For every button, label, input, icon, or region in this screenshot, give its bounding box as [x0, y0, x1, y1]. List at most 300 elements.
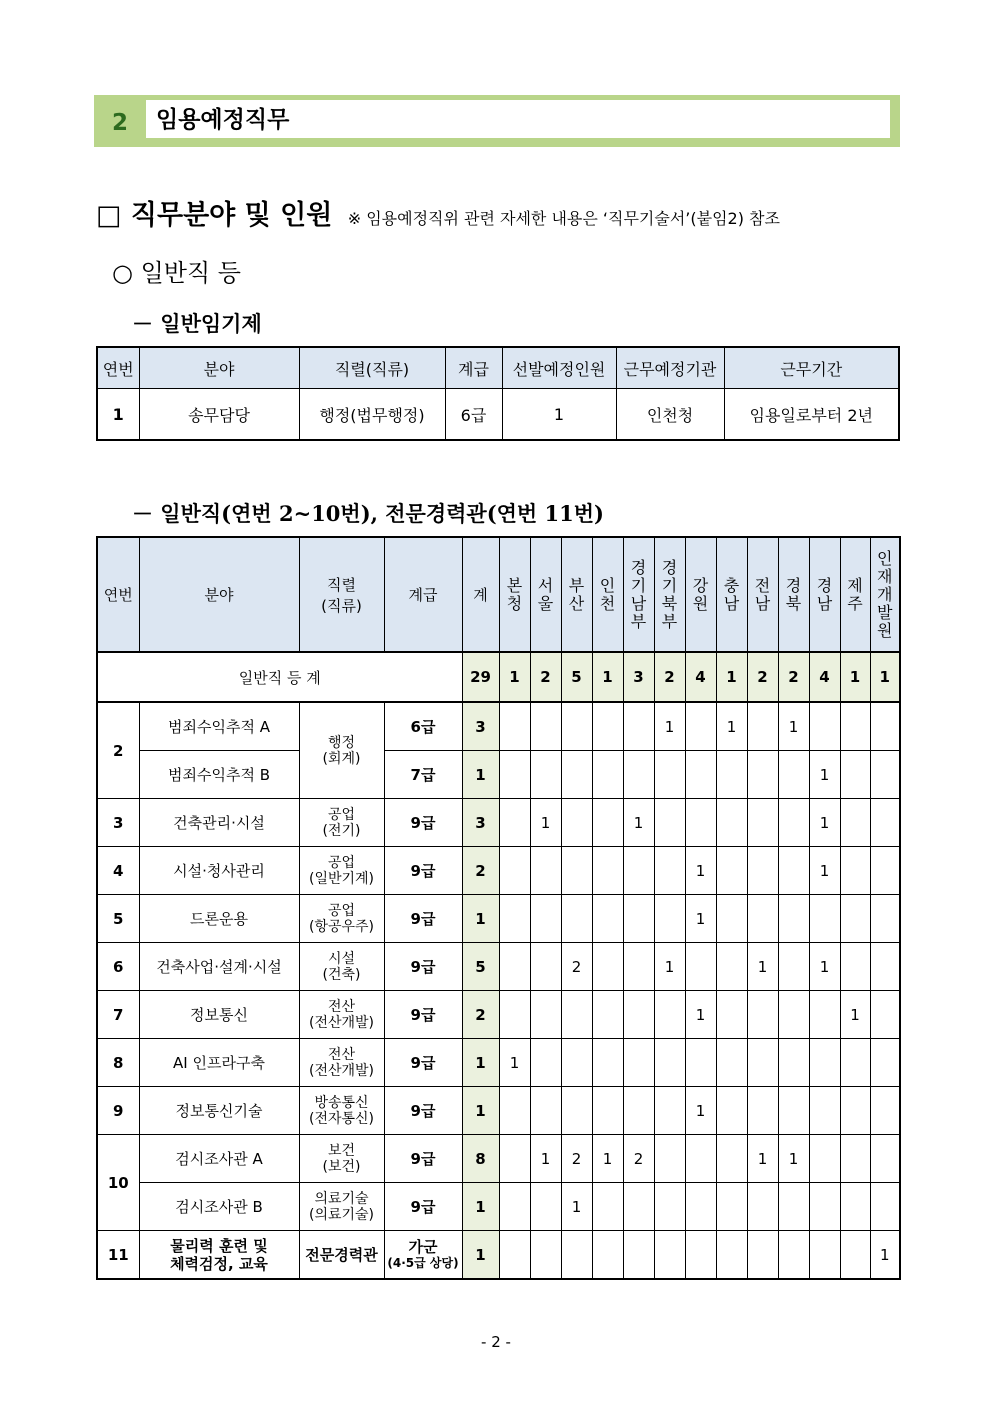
region-count — [592, 895, 623, 943]
region-count — [778, 1183, 809, 1231]
region-count — [561, 847, 592, 895]
field: 시설·청사관리 — [139, 847, 299, 895]
region-count — [592, 751, 623, 799]
region-header — [840, 537, 870, 652]
region-count — [561, 799, 592, 847]
grade: 6급 — [445, 389, 502, 441]
series-main: 시설 — [327, 950, 356, 967]
region-count — [561, 991, 592, 1039]
region-count: 1 — [716, 702, 747, 751]
region-count: 1 — [840, 991, 870, 1039]
series-main: 전산 — [327, 1046, 356, 1063]
grade: 9급 — [384, 1087, 462, 1135]
region-count: 1 — [530, 799, 561, 847]
series-sub: (법무행정) — [350, 405, 425, 425]
region-label: 경북 — [785, 575, 802, 613]
region-count — [778, 943, 809, 991]
col-header-main: 직렬 — [327, 575, 356, 594]
region-count — [716, 1183, 747, 1231]
region-count — [623, 702, 654, 751]
region-count — [870, 1039, 900, 1087]
region-count — [747, 1039, 778, 1087]
region-label: 제주 — [847, 575, 863, 613]
field: AI 인프라구축 — [139, 1039, 299, 1087]
agency: 인천청 — [616, 389, 724, 441]
region-count: 2 — [561, 943, 592, 991]
row-total: 3 — [462, 702, 499, 751]
region-count — [530, 1087, 561, 1135]
region-count — [530, 991, 561, 1039]
region-count — [685, 702, 716, 751]
count: 1 — [502, 389, 616, 441]
region-count — [654, 895, 685, 943]
region-count: 1 — [778, 1135, 809, 1183]
series-sub: (의료기술) — [308, 1206, 375, 1223]
region-header — [809, 537, 840, 652]
region-count — [840, 1231, 870, 1280]
heading-title: 직무분야 및 인원 — [130, 200, 333, 231]
region-count — [870, 895, 900, 943]
region-header — [530, 537, 561, 652]
region-count — [654, 847, 685, 895]
series-main: 전문경력관 — [299, 1231, 384, 1280]
region-count: 1 — [685, 991, 716, 1039]
col-header: 근무예정기관 — [616, 347, 724, 389]
region-count — [623, 943, 654, 991]
series-sub: (건축) — [322, 966, 361, 983]
series-main: 공업 — [327, 854, 356, 871]
total-value: 5 — [561, 652, 592, 702]
series-sub: (전산개발) — [308, 1014, 375, 1031]
region-count — [870, 799, 900, 847]
row-total: 2 — [462, 847, 499, 895]
series-main: 행정 — [327, 734, 356, 751]
region-count: 1 — [685, 1087, 716, 1135]
region-count — [870, 702, 900, 751]
region-count — [499, 1183, 530, 1231]
region-count — [499, 991, 530, 1039]
col-header: 근무기간 — [724, 347, 899, 389]
region-count — [561, 1087, 592, 1135]
col-header: 계급 — [384, 537, 462, 652]
region-count — [530, 895, 561, 943]
region-count — [592, 1231, 623, 1280]
region-count — [716, 895, 747, 943]
table-row — [97, 1183, 900, 1231]
row-total: 1 — [462, 1183, 499, 1231]
region-count — [778, 1087, 809, 1135]
region-count — [747, 751, 778, 799]
row-number: 2 — [97, 702, 139, 799]
col-header: 연번 — [97, 347, 139, 389]
region-count — [870, 847, 900, 895]
total-label: 일반직 등 계 — [97, 652, 462, 702]
table-row — [97, 943, 900, 991]
general-term-table — [96, 346, 900, 441]
total-value: 2 — [778, 652, 809, 702]
region-count — [530, 702, 561, 751]
series-sub: (전자통신) — [308, 1110, 375, 1127]
grade-sub: (4·5급 상당) — [387, 1255, 459, 1270]
col-header: 분야 — [139, 537, 299, 652]
region-count — [530, 1039, 561, 1087]
region-count — [747, 847, 778, 895]
region-count — [654, 1087, 685, 1135]
general-staff-table — [96, 536, 901, 1280]
series — [299, 1135, 384, 1183]
col-header: 계 — [462, 537, 499, 652]
region-count — [530, 1231, 561, 1280]
region-count — [716, 751, 747, 799]
region-count — [840, 1135, 870, 1183]
region-count — [778, 991, 809, 1039]
region-header — [716, 537, 747, 652]
region-count — [716, 991, 747, 1039]
region-count — [561, 1231, 592, 1280]
region-count — [685, 1039, 716, 1087]
region-count — [840, 702, 870, 751]
field: 범죄수익추적 A — [139, 702, 299, 751]
region-count — [716, 943, 747, 991]
region-count — [840, 1039, 870, 1087]
series-sub: (일반기계) — [308, 870, 375, 887]
series-sub: (항공우주) — [308, 918, 375, 935]
subheading: ○ 일반직 등 — [112, 259, 241, 287]
grade: 7급 — [384, 751, 462, 799]
region-count — [747, 1087, 778, 1135]
region-count — [870, 943, 900, 991]
series-main: 공업 — [327, 902, 356, 919]
col-header: 연번 — [97, 537, 139, 652]
heading-note: ※ 임용예정직위 관련 자세한 내용은 ‘직무기술서’(붙임2) 참조 — [347, 209, 780, 228]
region-count — [778, 799, 809, 847]
region-count — [623, 1231, 654, 1280]
region-count: 1 — [654, 943, 685, 991]
region-count — [840, 943, 870, 991]
field: 드론운용 — [139, 895, 299, 943]
region-count — [840, 1087, 870, 1135]
total-row — [97, 652, 900, 702]
region-count — [809, 895, 840, 943]
total-value: 4 — [685, 652, 716, 702]
region-header — [561, 537, 592, 652]
region-count — [561, 895, 592, 943]
section-number: 2 — [111, 110, 128, 136]
row-total: 1 — [462, 895, 499, 943]
region-count: 1 — [747, 1135, 778, 1183]
series-sub: (회계) — [322, 750, 361, 767]
region-count — [623, 1039, 654, 1087]
region-count — [809, 1135, 840, 1183]
section-header — [94, 95, 900, 147]
region-count: 1 — [778, 702, 809, 751]
col-header-sub: (직류) — [321, 596, 362, 615]
region-header — [623, 537, 654, 652]
region-count — [840, 895, 870, 943]
series — [299, 895, 384, 943]
region-count — [685, 943, 716, 991]
region-count — [809, 1183, 840, 1231]
table-row — [97, 895, 900, 943]
row-number: 8 — [97, 1039, 139, 1087]
table-row — [97, 1135, 900, 1183]
row-number: 3 — [97, 799, 139, 847]
row-number: 5 — [97, 895, 139, 943]
region-label: 경남 — [816, 575, 833, 613]
series-main: 행정 — [319, 405, 351, 425]
table-row — [97, 1231, 900, 1280]
region-count: 1 — [747, 943, 778, 991]
total-value: 1 — [840, 652, 870, 702]
region-count — [654, 799, 685, 847]
region-header — [499, 537, 530, 652]
col-header: 분야 — [139, 347, 299, 389]
region-count: 2 — [561, 1135, 592, 1183]
region-count — [809, 1087, 840, 1135]
row-number: 11 — [97, 1231, 139, 1280]
grade: 9급 — [384, 943, 462, 991]
grade: 9급 — [384, 895, 462, 943]
grade: 9급 — [384, 1039, 462, 1087]
series — [299, 799, 384, 847]
grade: 6급 — [384, 702, 462, 751]
field: 정보통신 — [139, 991, 299, 1039]
region-count — [592, 702, 623, 751]
region-count: 1 — [809, 847, 840, 895]
total-value: 1 — [716, 652, 747, 702]
field: 검시조사관 B — [139, 1183, 299, 1231]
region-label: 전남 — [754, 575, 771, 613]
region-count — [778, 847, 809, 895]
region-count — [716, 847, 747, 895]
region-count — [499, 1231, 530, 1280]
region-count — [840, 847, 870, 895]
region-count — [809, 991, 840, 1039]
region-label: 경기남부 — [630, 557, 647, 631]
region-count — [592, 1183, 623, 1231]
region-count — [530, 1183, 561, 1231]
region-count — [654, 991, 685, 1039]
table-row — [97, 1039, 900, 1087]
region-count — [592, 847, 623, 895]
total-value: 2 — [747, 652, 778, 702]
region-count — [623, 1183, 654, 1231]
region-count: 1 — [870, 1231, 900, 1280]
row-number: 10 — [97, 1135, 139, 1231]
table-header-row — [97, 347, 899, 389]
table-row — [97, 847, 900, 895]
region-count — [747, 1183, 778, 1231]
series — [299, 991, 384, 1039]
table-row — [97, 1087, 900, 1135]
field: 건축사업·설계·시설 — [139, 943, 299, 991]
region-count: 1 — [592, 1135, 623, 1183]
region-count: 1 — [499, 1039, 530, 1087]
series — [299, 847, 384, 895]
region-count — [716, 799, 747, 847]
region-count — [685, 1135, 716, 1183]
row-total: 1 — [462, 751, 499, 799]
table-header-row — [97, 537, 900, 652]
region-count — [747, 702, 778, 751]
region-count — [778, 1039, 809, 1087]
region-count — [499, 1087, 530, 1135]
field: 범죄수익추적 B — [139, 751, 299, 799]
region-count — [499, 847, 530, 895]
field: 송무담당 — [139, 389, 299, 441]
total-value: 4 — [809, 652, 840, 702]
region-header — [747, 537, 778, 652]
region-count — [685, 751, 716, 799]
region-count — [499, 799, 530, 847]
series — [299, 1039, 384, 1087]
region-count — [870, 991, 900, 1039]
page-number: - 2 - — [481, 1333, 511, 1351]
col-header: 계급 — [445, 347, 502, 389]
region-count — [747, 1231, 778, 1280]
series-sub: (전기) — [322, 822, 361, 839]
region-label: 충남 — [723, 575, 740, 613]
region-count — [654, 1039, 685, 1087]
region-count: 1 — [623, 799, 654, 847]
row-total: 1 — [462, 1231, 499, 1280]
series-main: 공업 — [327, 806, 356, 823]
total-value: 2 — [530, 652, 561, 702]
table-row — [97, 702, 900, 751]
series — [299, 702, 384, 799]
region-count — [561, 751, 592, 799]
region-count — [530, 943, 561, 991]
region-label: 서울 — [537, 575, 554, 613]
region-count — [747, 895, 778, 943]
region-count — [499, 702, 530, 751]
region-count — [716, 1135, 747, 1183]
region-count — [716, 1039, 747, 1087]
col-header — [299, 537, 384, 652]
series — [299, 943, 384, 991]
region-count: 1 — [654, 702, 685, 751]
region-count — [561, 702, 592, 751]
table1-caption: － 일반임기제 — [132, 311, 262, 336]
region-count — [654, 1135, 685, 1183]
region-count — [623, 895, 654, 943]
region-count — [778, 751, 809, 799]
region-count — [685, 1231, 716, 1280]
row-total: 8 — [462, 1135, 499, 1183]
region-count — [623, 751, 654, 799]
grade: 9급 — [384, 991, 462, 1039]
region-count — [685, 1183, 716, 1231]
table2-caption: － 일반직(연번 2~10번), 전문경력관(연번 11번) — [132, 501, 604, 526]
region-count — [561, 1039, 592, 1087]
series — [299, 1183, 384, 1231]
series-main: 전산 — [327, 998, 356, 1015]
region-label: 인천 — [599, 575, 616, 613]
col-header: 직렬(직류) — [299, 347, 445, 389]
region-count: 1 — [530, 1135, 561, 1183]
row-number: 6 — [97, 943, 139, 991]
region-count — [840, 799, 870, 847]
region-count — [809, 1039, 840, 1087]
field-line: 물리력 훈련 및 — [170, 1236, 268, 1255]
region-count — [809, 702, 840, 751]
total-value: 1 — [870, 652, 900, 702]
total-value: 1 — [499, 652, 530, 702]
region-count — [499, 943, 530, 991]
region-count — [778, 1231, 809, 1280]
region-count — [499, 751, 530, 799]
row-number: 7 — [97, 991, 139, 1039]
row-total: 1 — [462, 1087, 499, 1135]
region-count — [716, 1087, 747, 1135]
region-count — [778, 895, 809, 943]
region-count: 1 — [561, 1183, 592, 1231]
grade: 9급 — [384, 1183, 462, 1231]
region-count — [623, 991, 654, 1039]
region-count — [654, 1183, 685, 1231]
col-header: 선발예정인원 — [502, 347, 616, 389]
region-header — [778, 537, 809, 652]
region-count — [716, 1231, 747, 1280]
region-count — [592, 799, 623, 847]
grade: 9급 — [384, 799, 462, 847]
region-count: 1 — [809, 751, 840, 799]
region-count — [870, 1183, 900, 1231]
total-value: 3 — [623, 652, 654, 702]
region-count — [840, 751, 870, 799]
field: 검시조사관 A — [139, 1135, 299, 1183]
region-count — [870, 1135, 900, 1183]
row-total: 3 — [462, 799, 499, 847]
region-count — [685, 799, 716, 847]
region-count — [870, 1087, 900, 1135]
field — [139, 1231, 299, 1280]
series-sub: (전산개발) — [308, 1062, 375, 1079]
table-row — [97, 389, 899, 441]
field-line: 체력검정, 교육 — [170, 1254, 268, 1273]
grade: 9급 — [384, 1135, 462, 1183]
table-row — [97, 751, 900, 799]
region-header — [654, 537, 685, 652]
grade-main: 가군 — [408, 1237, 438, 1256]
row-number: 4 — [97, 847, 139, 895]
field: 정보통신기술 — [139, 1087, 299, 1135]
series-main: 보건 — [327, 1142, 356, 1159]
region-count — [592, 991, 623, 1039]
region-header — [685, 537, 716, 652]
total-value: 1 — [592, 652, 623, 702]
row-total: 5 — [462, 943, 499, 991]
region-count: 1 — [809, 943, 840, 991]
series-sub: (보건) — [322, 1158, 361, 1175]
region-count: 1 — [685, 895, 716, 943]
table-row — [97, 991, 900, 1039]
region-count — [747, 799, 778, 847]
region-count — [530, 751, 561, 799]
region-count: 1 — [809, 799, 840, 847]
region-count — [592, 1087, 623, 1135]
region-header — [592, 537, 623, 652]
region-count: 1 — [685, 847, 716, 895]
region-count — [840, 1183, 870, 1231]
grade: 9급 — [384, 847, 462, 895]
region-label: 강원 — [692, 575, 709, 613]
grade — [384, 1231, 462, 1280]
region-count — [530, 847, 561, 895]
field: 건축관리·시설 — [139, 799, 299, 847]
row-total: 2 — [462, 991, 499, 1039]
region-count — [654, 1231, 685, 1280]
